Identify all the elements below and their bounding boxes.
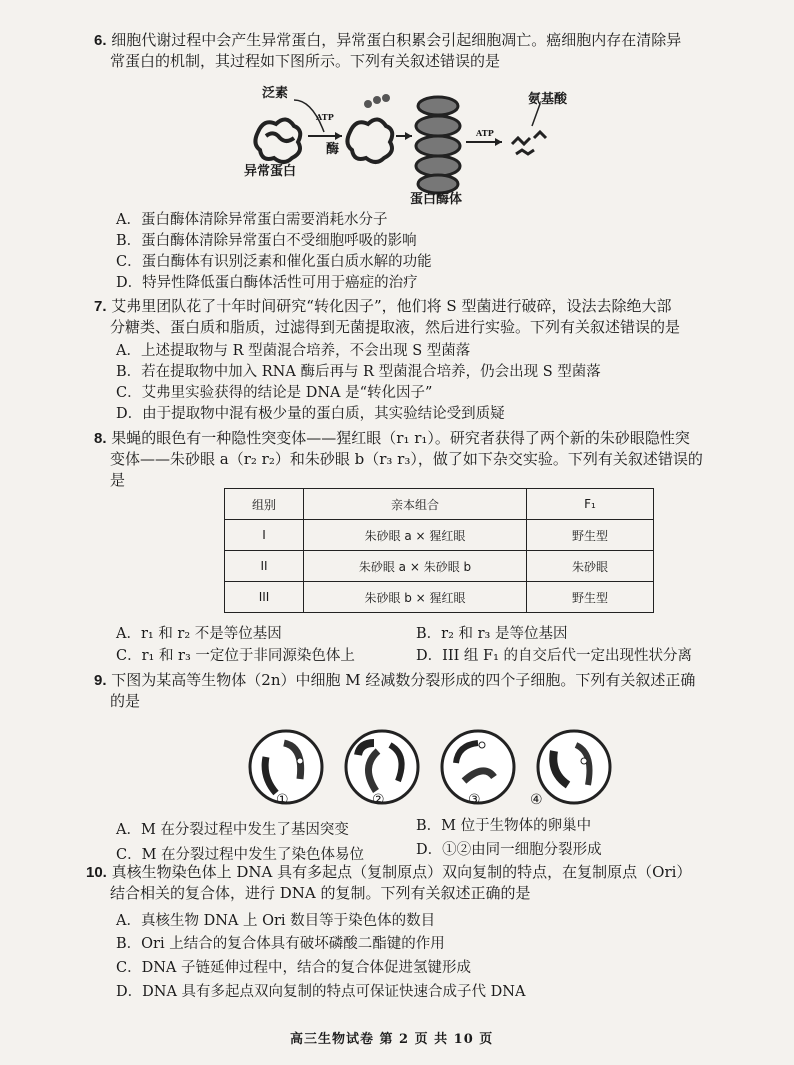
question-10 bbox=[86, 862, 736, 904]
header-group: 组别 bbox=[225, 489, 304, 520]
table-header-row bbox=[225, 489, 654, 520]
question-stem-cont2: 是 bbox=[110, 471, 126, 489]
cell-label-2: ② bbox=[372, 792, 385, 808]
cell-parents: 朱砂眼 a × 朱砂眼 b bbox=[304, 551, 527, 582]
proteasome-shape bbox=[416, 97, 460, 193]
q9-option-a: A．M 在分裂过程中发生了基因突变 bbox=[116, 822, 349, 838]
q6-option-d: D．特异性降低蛋白酶体活性可用于癌症的治疗 bbox=[116, 275, 418, 291]
cell-group: I bbox=[225, 520, 304, 551]
question-number: 6. bbox=[94, 32, 107, 49]
question-stem-cont: 变体——朱砂眼 a（r₂ r₂）和朱砂眼 b（r₃ r₃），做了如下杂交实验。下列有关叙述错误的 bbox=[110, 450, 703, 468]
question-stem-cont: 结合相关的复合体，进行 DNA 的复制。下列有关叙述正确的是 bbox=[110, 884, 531, 902]
q10-option-a: A．真核生物 DNA 上 Ori 数目等于染色体的数目 bbox=[116, 913, 436, 929]
abnormal-protein-label: 异常蛋白 bbox=[244, 164, 297, 179]
question-8 bbox=[94, 428, 734, 491]
q6-option-c: C．蛋白酶体有识别泛素和催化蛋白质水解的功能 bbox=[116, 254, 432, 270]
question-number: 8. bbox=[94, 430, 107, 447]
table-row bbox=[225, 551, 654, 582]
q7-option-a: A．上述提取物与 R 型菌混合培养，不会出现 S 型菌落 bbox=[116, 343, 471, 359]
q8-option-c: C．r₁ 和 r₃ 一定位于非同源染色体上 bbox=[116, 648, 355, 664]
q9-option-c: C．M 在分裂过程中发生了染色体易位 bbox=[116, 847, 365, 863]
cell-f1: 野生型 bbox=[527, 582, 654, 613]
proteasome-label: 蛋白酶体 bbox=[410, 192, 463, 207]
cell-label-1: ① bbox=[276, 792, 289, 808]
q10-option-d: D．DNA 具有多起点双向复制的特点可保证快速合成子代 DNA bbox=[116, 984, 526, 1000]
q6-option-b: B．蛋白酶体清除异常蛋白不受细胞呼吸的影响 bbox=[116, 233, 417, 249]
abnormal-protein-shape bbox=[255, 119, 300, 162]
cell-parents: 朱砂眼 b × 猩红眼 bbox=[304, 582, 527, 613]
cell-f1: 朱砂眼 bbox=[527, 551, 654, 582]
question-stem-cont: 分糖类、蛋白质和脂质，过滤得到无菌提取液，然后进行实验。下列有关叙述错误的是 bbox=[110, 318, 681, 336]
cell-label-3: ③ bbox=[468, 792, 481, 808]
atp-label-2: ATP bbox=[476, 128, 494, 138]
question-9 bbox=[94, 670, 734, 712]
q10-option-c: C．DNA 子链延伸过程中，结合的复合体促进氢键形成 bbox=[116, 960, 471, 976]
q7-option-b: B．若在提取物中加入 RNA 酶后再与 R 型菌混合培养，仍会出现 S 型菌落 bbox=[116, 364, 601, 380]
amino-acid-label: 氨基酸 bbox=[528, 92, 568, 107]
ubiquitinated-protein-shape bbox=[347, 119, 392, 162]
question-6 bbox=[94, 30, 734, 72]
question-number: 7. bbox=[94, 298, 107, 315]
question-stem: 艾弗里团队花了十年时间研究“转化因子”，他们将 S 型菌进行破碎，设法去除绝大部 bbox=[111, 297, 672, 315]
header-f1: F₁ bbox=[527, 489, 654, 520]
question-number: 10. bbox=[86, 864, 107, 881]
ubiquitin-label: 泛素 bbox=[262, 86, 289, 101]
question-stem: 果蝇的眼色有一种隐性突变体——猩红眼（r₁ r₁）。研究者获得了两个新的朱砂眼隐性突 bbox=[111, 429, 690, 447]
proteasome-diagram bbox=[244, 82, 610, 207]
question-7 bbox=[94, 296, 734, 338]
question-stem: 真核生物染色体上 DNA 具有多起点（复制原点）双向复制的特点，在复制原点（Ori） bbox=[111, 863, 692, 881]
cell-label-4: ④ bbox=[530, 792, 543, 808]
question-stem-cont: 的是 bbox=[110, 692, 141, 710]
table-row bbox=[225, 582, 654, 613]
q8-option-d: D．III 组 F₁ 的自交后代一定出现性状分离 bbox=[416, 648, 693, 664]
q7-option-d: D．由于提取物中混有极少量的蛋白质，其实验结论受到质疑 bbox=[116, 406, 505, 422]
cross-table bbox=[224, 488, 654, 613]
q6-option-a: A．蛋白酶体清除异常蛋白需要消耗水分子 bbox=[116, 212, 388, 228]
enzyme-label: 酶 bbox=[326, 142, 340, 157]
q9-option-b: B．M 位于生物体的卵巢中 bbox=[416, 818, 592, 834]
question-stem: 下图为某高等生物体（2n）中细胞 M 经减数分裂形成的四个子细胞。下列有关叙述正确 bbox=[111, 671, 696, 689]
cell-4 bbox=[538, 731, 610, 803]
cell-f1: 野生型 bbox=[527, 520, 654, 551]
atp-label: ATP bbox=[316, 112, 334, 122]
table-row bbox=[225, 520, 654, 551]
cell-parents: 朱砂眼 a × 猩红眼 bbox=[304, 520, 527, 551]
page-footer: 高三生物试卷 第 2 页 共 10 页 bbox=[290, 1032, 494, 1047]
daughter-cells-figure bbox=[244, 712, 612, 822]
q7-option-c: C．艾弗里实验获得的结论是 DNA 是“转化因子” bbox=[116, 385, 433, 401]
q10-option-b: B．Ori 上结合的复合体具有破坏磷酸二酯键的作用 bbox=[116, 936, 445, 952]
cell-group: III bbox=[225, 582, 304, 613]
q8-option-a: A．r₁ 和 r₂ 不是等位基因 bbox=[116, 626, 282, 642]
q9-option-d: D．①②由同一细胞分裂形成 bbox=[416, 842, 602, 858]
cell-group: II bbox=[225, 551, 304, 582]
question-number: 9. bbox=[94, 672, 107, 689]
question-stem-cont: 常蛋白的机制，其过程如下图所示。下列有关叙述错误的是 bbox=[110, 52, 501, 70]
amino-acid-shape bbox=[512, 132, 546, 154]
q8-option-b: B．r₂ 和 r₃ 是等位基因 bbox=[416, 626, 568, 642]
question-stem: 细胞代谢过程中会产生异常蛋白，异常蛋白积累会引起细胞凋亡。癌细胞内存在清除异 bbox=[111, 31, 682, 49]
header-parents: 亲本组合 bbox=[304, 489, 527, 520]
